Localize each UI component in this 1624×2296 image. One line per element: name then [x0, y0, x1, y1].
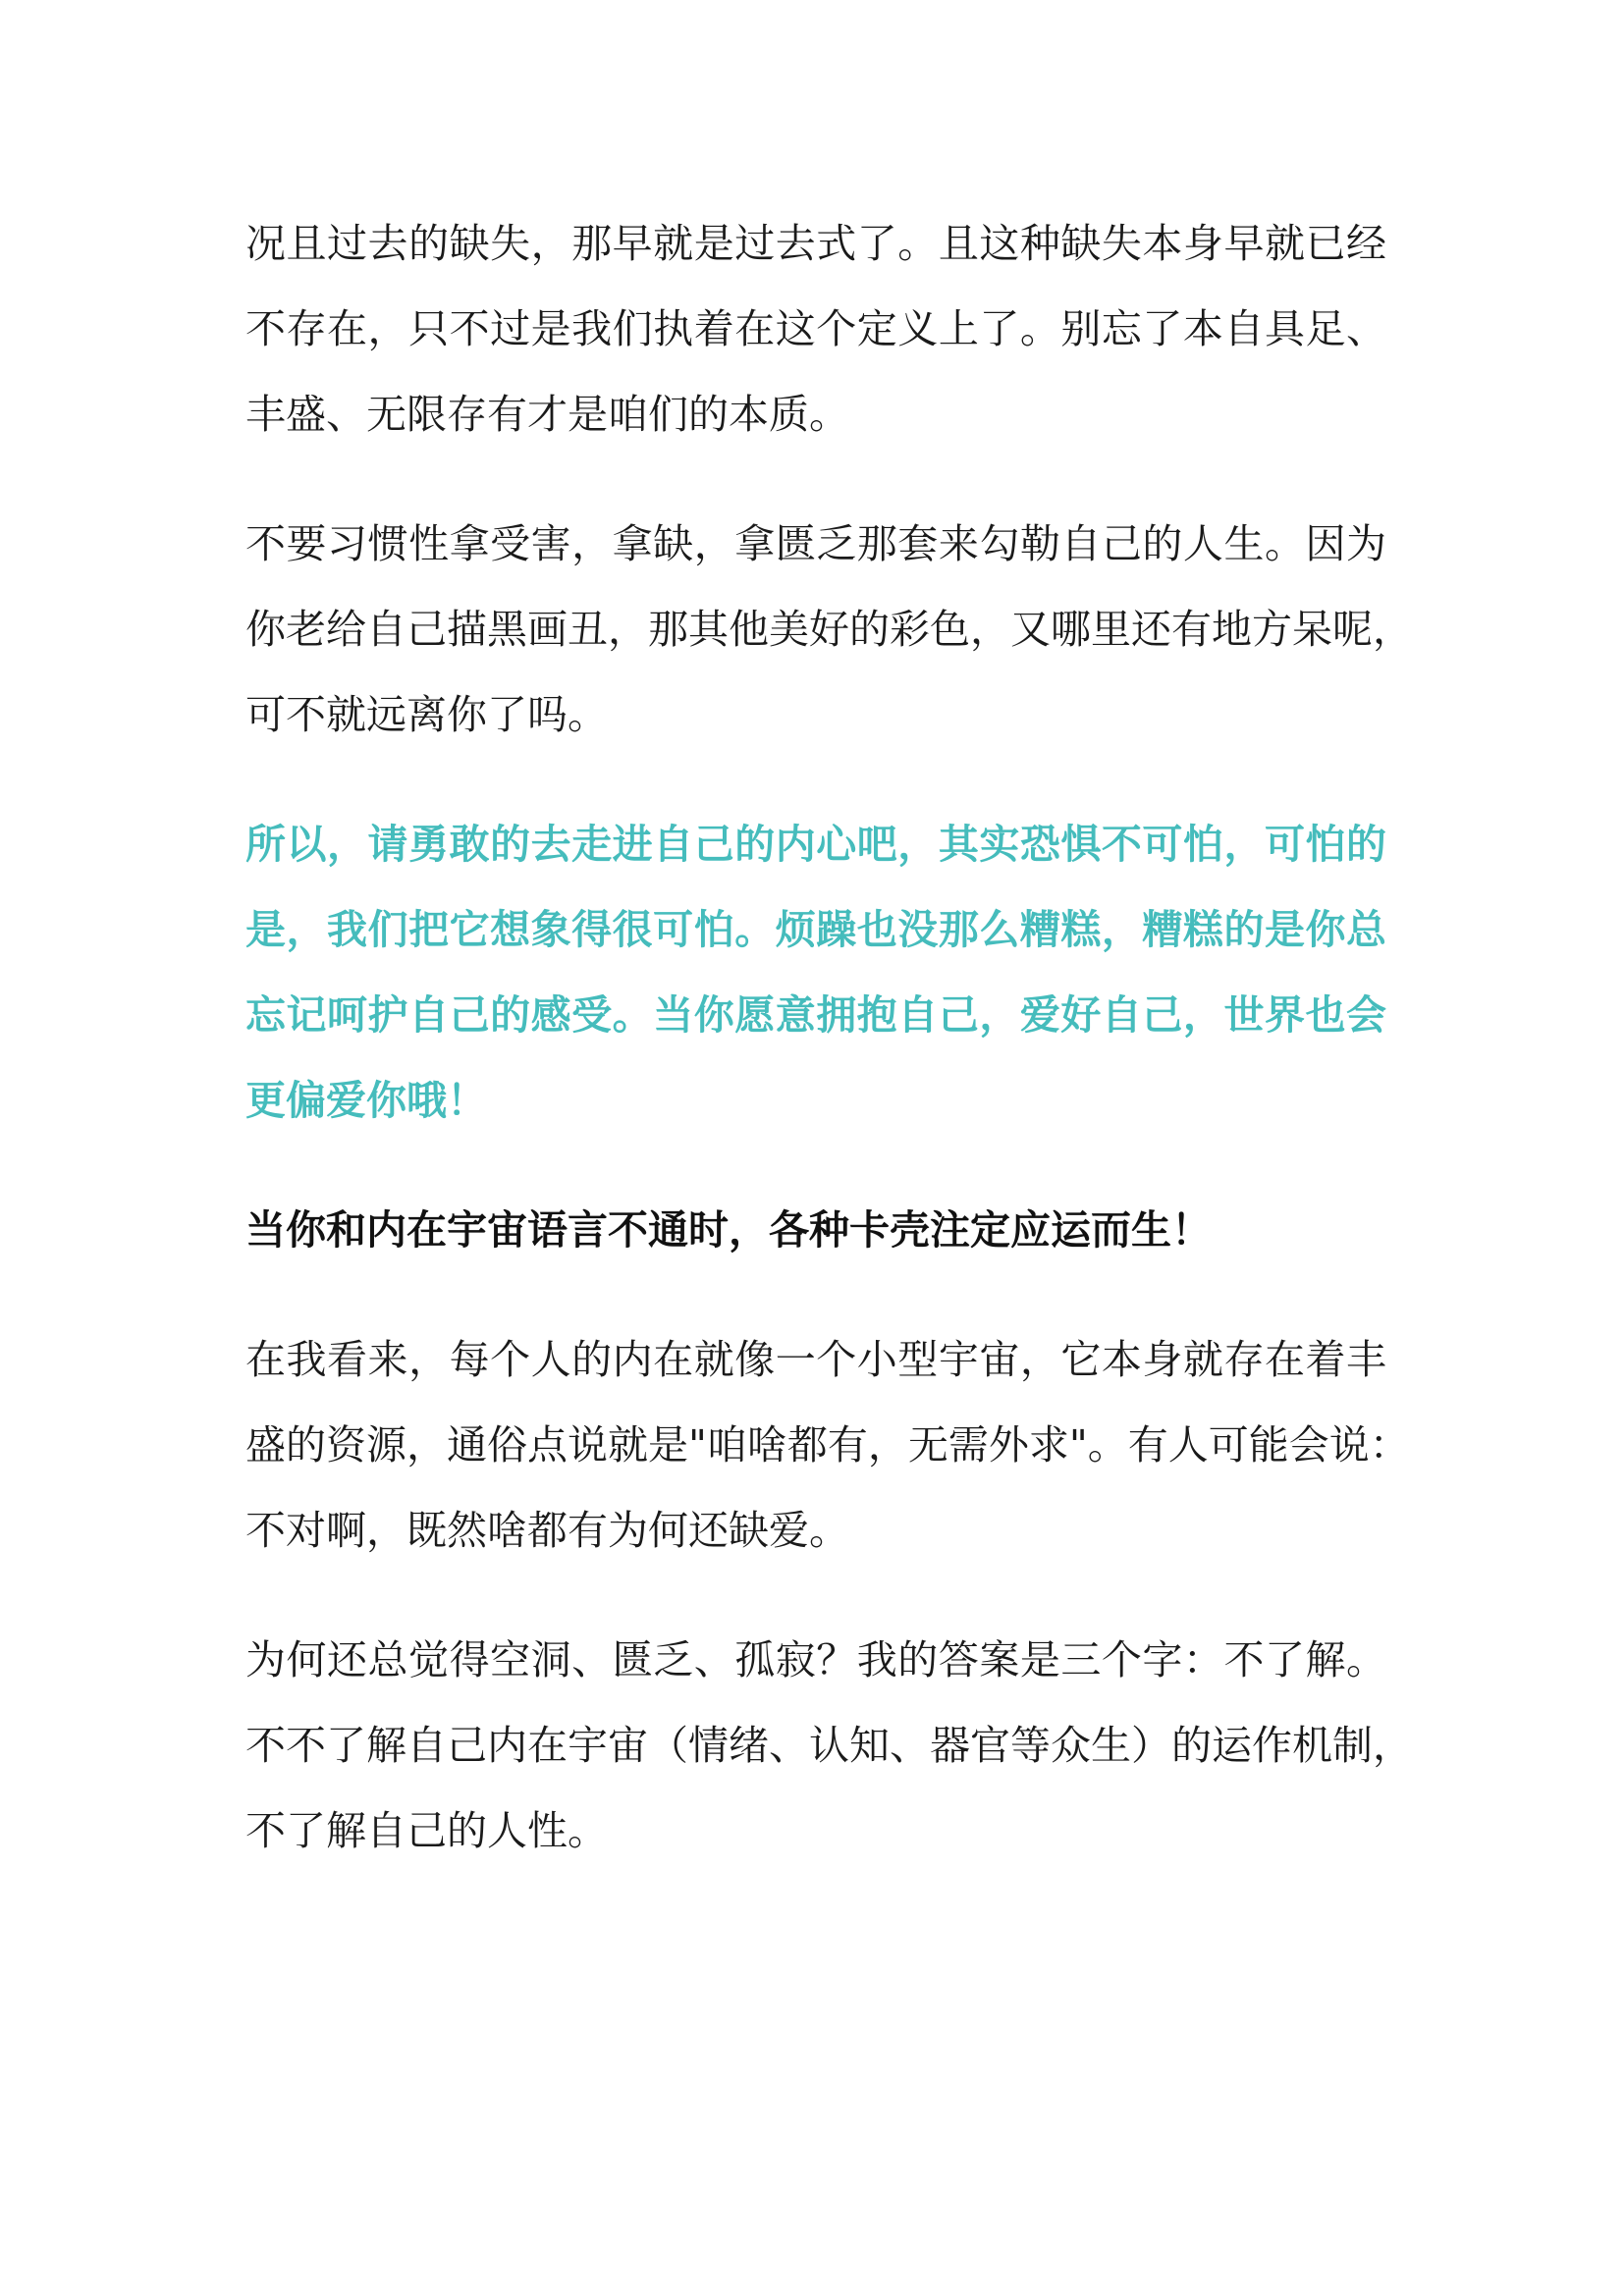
text-line: 丰盛、无限存有才是咱们的本质。	[245, 391, 849, 438]
heading-text: 当你和内在宇宙语言不通时，各种卡壳注定应运而生！	[245, 1206, 1212, 1254]
text-line: 所以，请勇敢的去走进自己的内心吧，其实恐惧不可怕，可怕的	[245, 821, 1386, 868]
text-line: 盛的资源，通俗点说就是"咱啥都有，无需外求"。有人可能会说：	[245, 1421, 1410, 1468]
paragraph-past-loss	[245, 201, 1386, 457]
document-page	[245, 201, 1413, 1918]
text-line: 况且过去的缺失，那早就是过去式了。且这种缺失本身早就已经	[245, 220, 1386, 267]
text-line: 是，我们把它想象得很可怕。烦躁也没那么糟糕，糟糕的是你总	[245, 906, 1386, 953]
text-line: 不要习惯性拿受害，拿缺，拿匮乏那套来勾勒自己的人生。因为	[245, 520, 1386, 567]
text-line: 不对啊，既然啥都有为何还缺爱。	[245, 1507, 849, 1554]
text-line: 在我看来，每个人的内在就像一个小型宇宙，它本身就存在着丰	[245, 1336, 1386, 1383]
paragraph-victim-habit	[245, 502, 1413, 758]
text-line: 更偏爱你哦！	[245, 1077, 487, 1124]
text-line: 不了解自己的人性。	[245, 1807, 608, 1854]
text-line: 不不了解自己内在宇宙（情绪、认知、器官等众生）的运作机制，	[245, 1722, 1413, 1769]
highlighted-paragraph	[245, 802, 1386, 1144]
section-heading	[245, 1188, 1386, 1273]
text-line: 不存在，只不过是我们执着在这个定义上了。别忘了本自具足、	[245, 305, 1386, 352]
text-line: 为何还总觉得空洞、匮乏、孤寂？我的答案是三个字：不了解。	[245, 1636, 1386, 1683]
text-line: 忘记呵护自己的感受。当你愿意拥抱自己，爱好自己，世界也会	[245, 991, 1386, 1039]
paragraph-inner-universe	[245, 1317, 1410, 1574]
text-line: 可不就远离你了吗。	[245, 691, 608, 738]
text-line: 你老给自己描黑画丑，那其他美好的彩色，又哪里还有地方呆呢，	[245, 606, 1413, 653]
paragraph-answer	[245, 1618, 1413, 1874]
